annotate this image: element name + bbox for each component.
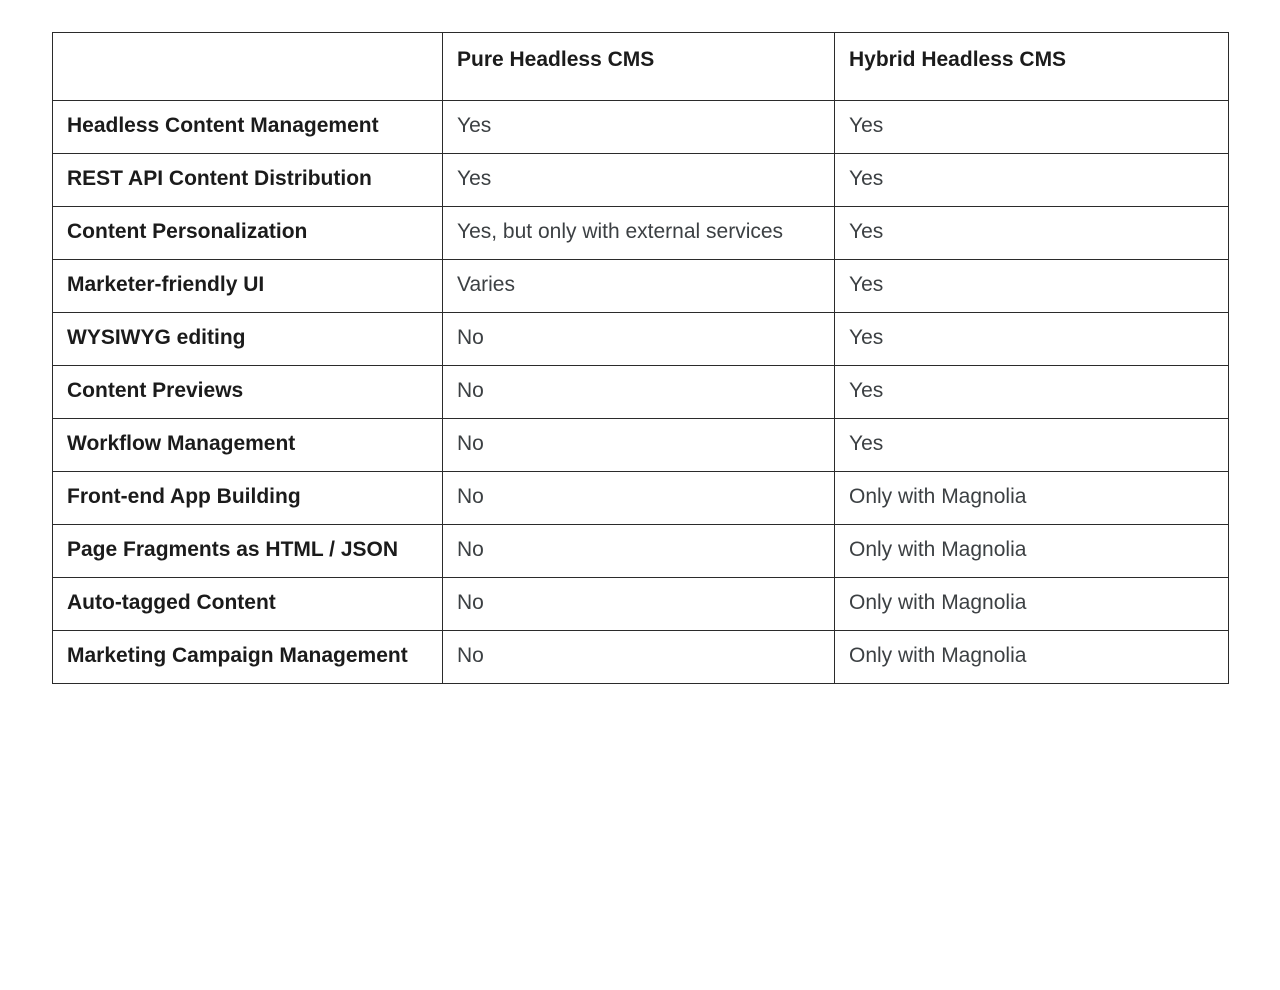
cell-pure-headless: No [443, 418, 835, 471]
cell-pure-headless: No [443, 630, 835, 683]
row-feature-label: Front-end App Building [53, 471, 443, 524]
cell-hybrid-headless: Yes [835, 153, 1229, 206]
cell-hybrid-headless: Only with Magnolia [835, 577, 1229, 630]
table-row [53, 259, 1229, 312]
cell-pure-headless: No [443, 577, 835, 630]
row-feature-label: Content Previews [53, 365, 443, 418]
column-header-feature [53, 33, 443, 101]
cell-hybrid-headless: Yes [835, 206, 1229, 259]
cell-pure-headless: Yes [443, 101, 835, 154]
cell-hybrid-headless: Only with Magnolia [835, 630, 1229, 683]
cell-pure-headless: No [443, 471, 835, 524]
cell-hybrid-headless: Yes [835, 365, 1229, 418]
table-row [53, 312, 1229, 365]
cell-hybrid-headless: Yes [835, 259, 1229, 312]
cell-hybrid-headless: Only with Magnolia [835, 524, 1229, 577]
table-row [53, 630, 1229, 683]
cell-pure-headless: No [443, 524, 835, 577]
cell-hybrid-headless: Yes [835, 101, 1229, 154]
table-row [53, 471, 1229, 524]
table-row [53, 206, 1229, 259]
row-feature-label: Page Fragments as HTML / JSON [53, 524, 443, 577]
table-row [53, 101, 1229, 154]
cell-pure-headless: Varies [443, 259, 835, 312]
cell-pure-headless: No [443, 365, 835, 418]
table-row [53, 153, 1229, 206]
table-row [53, 524, 1229, 577]
cms-comparison-table [52, 32, 1229, 684]
cell-hybrid-headless: Yes [835, 312, 1229, 365]
cell-pure-headless: No [443, 312, 835, 365]
row-feature-label: Marketer-friendly UI [53, 259, 443, 312]
cell-pure-headless: Yes [443, 153, 835, 206]
column-header-pure-headless: Pure Headless CMS [443, 33, 835, 101]
row-feature-label: Marketing Campaign Management [53, 630, 443, 683]
table-row [53, 577, 1229, 630]
row-feature-label: Content Personalization [53, 206, 443, 259]
cell-hybrid-headless: Yes [835, 418, 1229, 471]
table-row [53, 418, 1229, 471]
row-feature-label: REST API Content Distribution [53, 153, 443, 206]
row-feature-label: Headless Content Management [53, 101, 443, 154]
cell-hybrid-headless: Only with Magnolia [835, 471, 1229, 524]
table-body [53, 101, 1229, 684]
column-header-hybrid-headless: Hybrid Headless CMS [835, 33, 1229, 101]
table-row [53, 365, 1229, 418]
table-header-row [53, 33, 1229, 101]
row-feature-label: WYSIWYG editing [53, 312, 443, 365]
row-feature-label: Auto-tagged Content [53, 577, 443, 630]
table-header [53, 33, 1229, 101]
row-feature-label: Workflow Management [53, 418, 443, 471]
cell-pure-headless: Yes, but only with external services [443, 206, 835, 259]
